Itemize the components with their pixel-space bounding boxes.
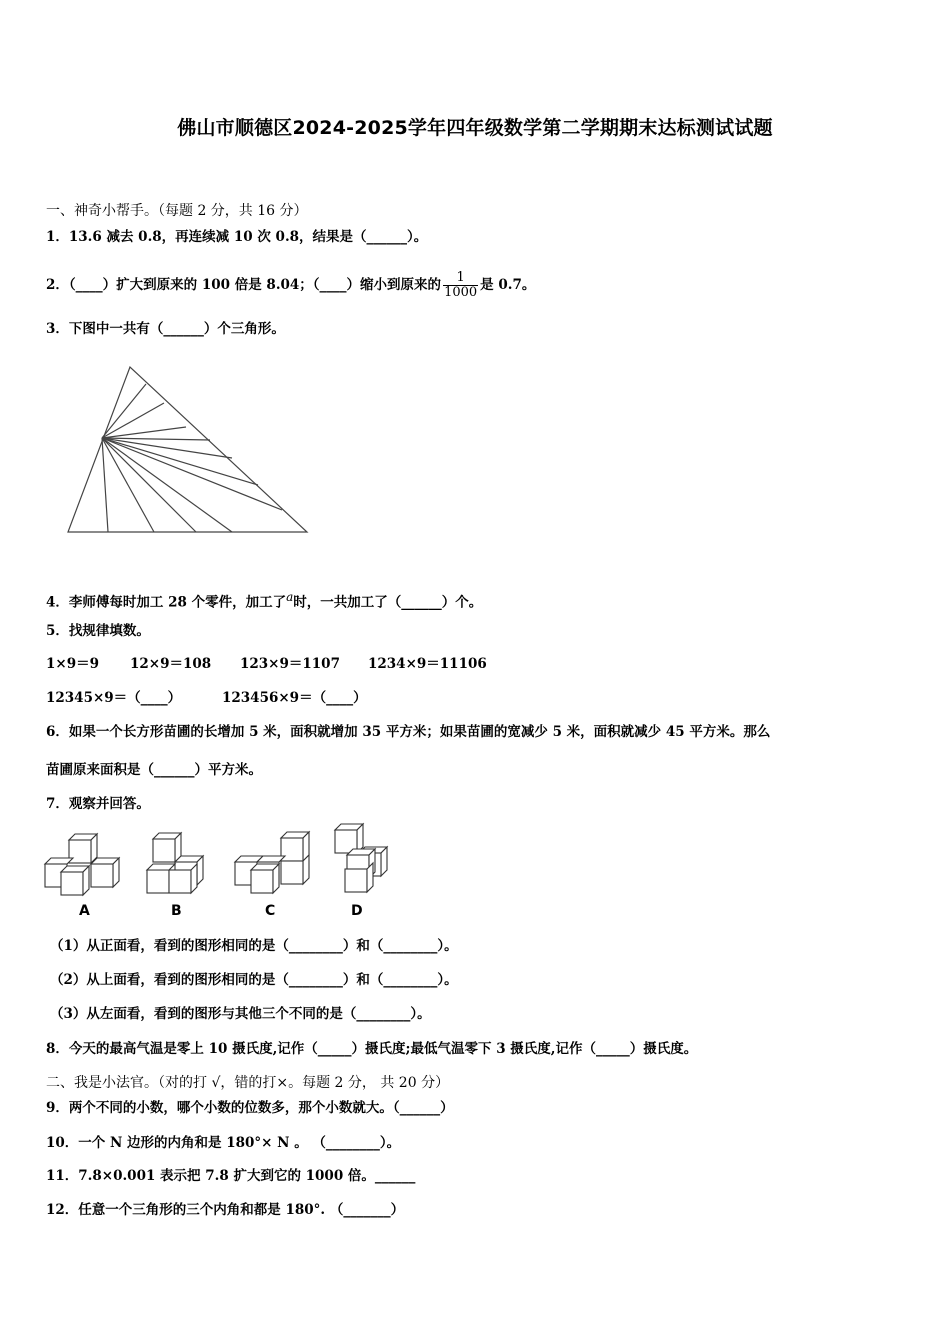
pattern-item: 123×9＝1107: [240, 656, 340, 672]
question-2-part2: 是 0.7。: [480, 277, 536, 293]
pattern-item: 1×9＝9: [46, 656, 99, 672]
triangle-figure: [62, 360, 332, 550]
figure-label-a: A: [79, 903, 90, 919]
pattern-item: 12345×9＝（____）: [46, 690, 182, 706]
question-2: [46, 271, 535, 300]
question-11: 11．7.8×0.001 表示把 7.8 扩大到它的 1000 倍。______: [46, 1168, 416, 1184]
question-4-part1: 4．李师傅每时加工 28 个零件，加工了: [46, 594, 287, 611]
cube-group-c: [235, 832, 309, 893]
fan-line: [102, 438, 154, 532]
question-7-heading: 7．观察并回答。: [46, 796, 150, 812]
pattern-item: 123456×9＝（____）: [222, 690, 367, 706]
pattern-item: 12×9＝108: [130, 656, 212, 672]
cube-group-b: [147, 833, 203, 893]
fraction-numerator: 1: [456, 270, 465, 285]
cube-figures: [40, 822, 400, 902]
fan-line: [102, 438, 232, 458]
question-7-sub3: （3）从左面看，看到的图形与其他三个不同的是（________）。: [50, 1006, 431, 1022]
question-8: 8．今天的最高气温是零上 10 摄氏度,记作（_____）摄氏度;最低气温零下 3 摄氏度,记作（_____）摄氏度。: [46, 1041, 698, 1057]
outer-triangle: [68, 367, 307, 532]
page-title: 佛山市顺德区2024-2025学年四年级数学第二学期期末达标测试试题: [177, 117, 773, 139]
fan-line: [102, 403, 164, 438]
pattern-item: 1234×9＝11106: [368, 656, 487, 672]
question-4-part2: 时，一共加工了（______）个。: [293, 594, 483, 611]
fraction: [443, 271, 478, 300]
question-3: 3．下图中一共有（______）个三角形。: [46, 321, 285, 337]
question-6-line2: 苗圃原来面积是（______）平方米。: [46, 762, 262, 778]
question-12: 12．任意一个三角形的三个内角和都是 180°. （_______）: [46, 1202, 405, 1218]
question-7-sub1: （1）从正面看，看到的图形相同的是（________）和（________）。: [50, 938, 458, 954]
question-5-heading: 5．找规律填数。: [46, 623, 150, 639]
figure-label-b: B: [171, 903, 182, 919]
cube-group-d: [335, 824, 387, 892]
figure-label-c: C: [265, 903, 276, 919]
question-1: 1．13.6 减去 0.8，再连续减 10 次 0.8，结果是（______）。: [46, 229, 428, 245]
figure-label-d: D: [351, 903, 363, 919]
variable-a: a: [286, 590, 294, 604]
fan-line: [102, 384, 146, 438]
fan-line: [102, 438, 282, 510]
fan-line: [102, 438, 232, 532]
fraction-denominator: 1000: [444, 285, 478, 300]
question-7-sub2: （2）从上面看，看到的图形相同的是（________）和（________）。: [50, 972, 458, 988]
question-4: [46, 587, 482, 613]
question-9: 9．两个不同的小数，哪个小数的位数多，那个小数就大。（______）: [46, 1100, 454, 1116]
question-6-line1: 6．如果一个长方形苗圃的长增加 5 米，面积就增加 35 平方米；如果苗圃的宽减少 5 米，面积就减少 45 平方米。那么: [46, 724, 771, 740]
question-2-part1: 2．（____）扩大到原来的 100 倍是 8.04；（____）缩小到原来的: [46, 277, 442, 293]
section-1-heading: 一、神奇小帮手。（每题 2 分，共 16 分）: [46, 203, 308, 219]
fan-line: [102, 438, 210, 440]
fan-line: [102, 438, 108, 532]
fan-line: [102, 427, 186, 438]
cube-group-a: [45, 834, 119, 895]
question-10: 10．一个 N 边形的内角和是 180°× N 。 （________）。: [46, 1135, 401, 1151]
section-2-heading: 二、我是小法官。（对的打 √，错的打×。每题 2 分， 共 20 分）: [46, 1075, 450, 1091]
